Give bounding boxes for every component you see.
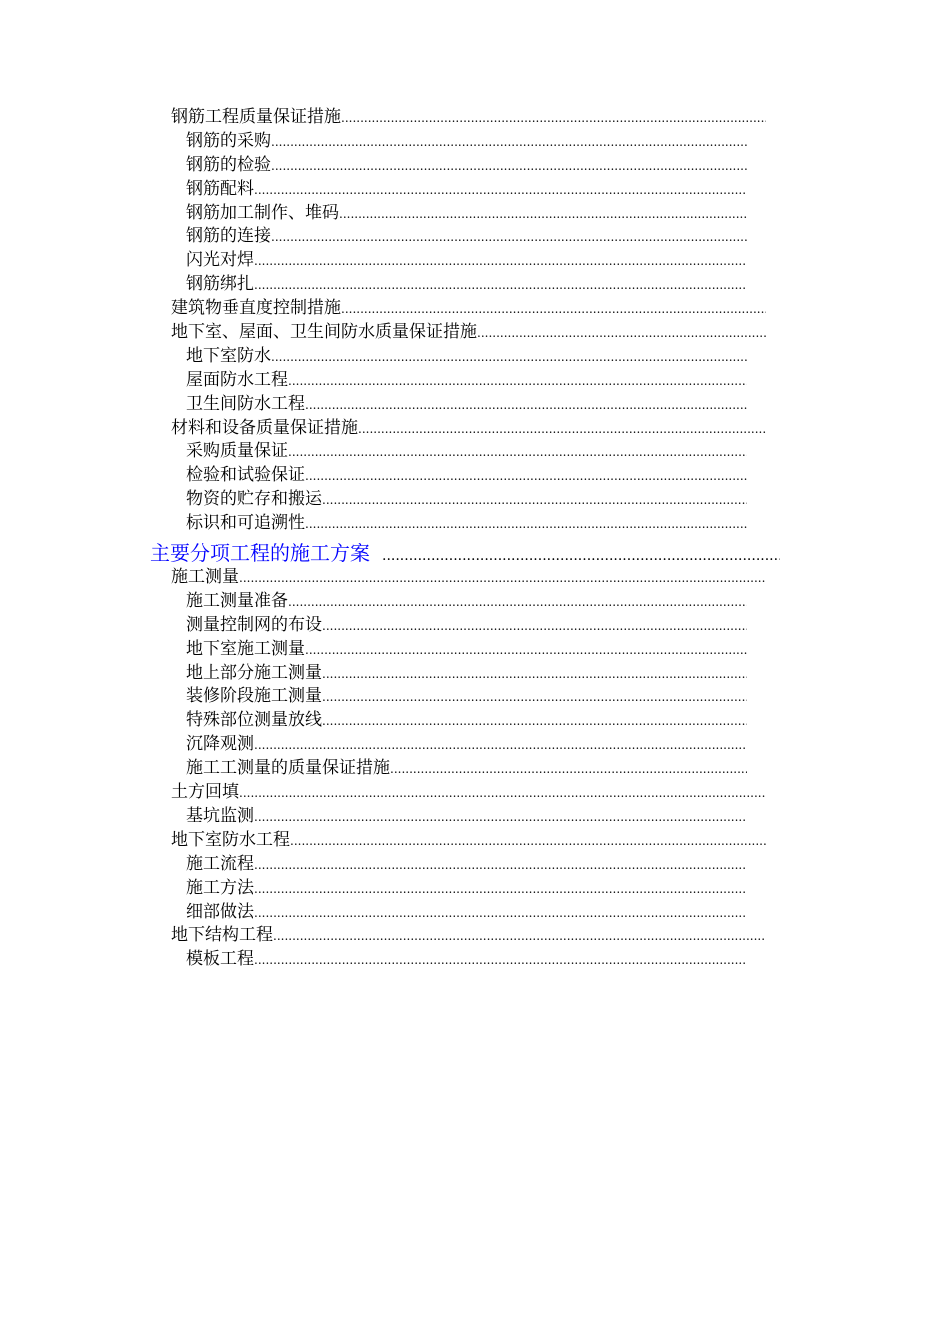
toc-entry-link[interactable] <box>171 924 766 948</box>
toc-entry-link[interactable] <box>186 853 747 877</box>
dot-leader <box>341 298 766 321</box>
toc-entry-link[interactable] <box>186 178 747 202</box>
dot-leader <box>254 179 747 202</box>
toc-entry-link[interactable] <box>186 733 747 757</box>
dot-leader <box>254 806 747 829</box>
toc-entry-link[interactable] <box>186 345 747 369</box>
toc-entry-link[interactable] <box>186 877 747 901</box>
toc-entry-label: 细部做法 <box>186 901 254 922</box>
dot-leader <box>239 782 766 805</box>
toc-entry-label: 卫生间防水工程 <box>186 393 305 414</box>
toc-entry-label: 施工测量准备 <box>186 590 288 611</box>
dot-leader <box>305 394 747 417</box>
toc-entry-link[interactable] <box>171 297 766 321</box>
toc-entry-label: 装修阶段施工测量 <box>186 686 322 707</box>
toc-entry-label: 闪光对焊 <box>186 250 254 271</box>
toc-entry-link[interactable] <box>186 512 747 536</box>
toc-entry-link[interactable] <box>171 321 766 345</box>
toc-entry-link[interactable] <box>186 638 747 662</box>
dot-leader <box>390 758 747 781</box>
toc-entry-label: 施工测量 <box>171 567 239 588</box>
toc-entry-label: 特殊部位测量放线 <box>186 710 322 731</box>
dot-leader <box>288 370 747 393</box>
toc-entry-link[interactable] <box>186 249 747 273</box>
toc-heading-link[interactable] <box>150 536 780 566</box>
toc-entry-label: 测量控制网的布设 <box>186 614 322 635</box>
toc-entry-label: 采购质量保证 <box>186 441 288 462</box>
toc-entry-link[interactable] <box>171 417 766 441</box>
toc-entry-label: 标识和可追溯性 <box>186 513 305 534</box>
toc-entry-link[interactable] <box>186 273 747 297</box>
dot-leader <box>254 250 747 273</box>
toc-entry-label: 施工工测量的质量保证措施 <box>186 758 390 779</box>
toc-entry-link[interactable] <box>171 106 766 130</box>
toc-entry-link[interactable] <box>186 685 747 709</box>
toc-entry-link[interactable] <box>171 566 766 590</box>
toc-entry-label: 地下结构工程 <box>171 925 273 946</box>
toc-entry-link[interactable] <box>186 464 747 488</box>
toc-entry-label: 钢筋绑扎 <box>186 274 254 295</box>
dot-leader <box>273 925 766 948</box>
dot-leader <box>271 226 747 249</box>
toc-entry-link[interactable] <box>186 130 747 154</box>
dot-leader <box>358 418 766 441</box>
dot-leader <box>322 663 747 686</box>
toc-entry-link[interactable] <box>186 614 747 638</box>
toc-entry-label: 地上部分施工测量 <box>186 662 322 683</box>
dot-leader <box>305 513 747 536</box>
toc-entry-label: 施工方法 <box>186 877 254 898</box>
toc-entry-label: 地下室防水工程 <box>171 829 290 850</box>
toc-entry-label: 模板工程 <box>186 949 254 970</box>
toc-entry-link[interactable] <box>171 781 766 805</box>
toc-entry-label: 检验和试验保证 <box>186 465 305 486</box>
toc-entry-label: 建筑物垂直度控制措施 <box>171 298 341 319</box>
toc-entry-label: 钢筋加工制作、堆码 <box>186 202 339 223</box>
toc-entry-label: 钢筋的检验 <box>186 154 271 175</box>
toc-entry-link[interactable] <box>186 901 747 925</box>
dot-leader <box>322 615 747 638</box>
dot-leader <box>254 949 747 972</box>
dot-leader <box>305 465 747 488</box>
toc-entry-label: 地下室施工测量 <box>186 638 305 659</box>
dot-leader <box>322 686 747 709</box>
toc-entry-label: 钢筋的连接 <box>186 226 271 247</box>
dot-leader <box>477 322 766 345</box>
dot-leader <box>271 155 747 178</box>
toc-entry-link[interactable] <box>171 829 766 853</box>
toc-entry-link[interactable] <box>186 369 747 393</box>
table-of-contents <box>0 106 950 972</box>
toc-entry-link[interactable] <box>186 662 747 686</box>
toc-entry-label: 钢筋配料 <box>186 178 254 199</box>
dot-leader <box>305 639 747 662</box>
toc-entry-link[interactable] <box>186 393 747 417</box>
toc-entry-link[interactable] <box>186 440 747 464</box>
toc-entry-label: 土方回填 <box>171 782 239 803</box>
dot-leader <box>339 203 747 226</box>
dot-leader <box>239 567 766 590</box>
toc-entry-label: 基坑监测 <box>186 805 254 826</box>
toc-entry-link[interactable] <box>186 948 747 972</box>
toc-entry-label: 主要分项工程的施工方案 <box>150 541 370 566</box>
dot-leader <box>254 274 747 297</box>
toc-entry-link[interactable] <box>186 154 747 178</box>
toc-entry-label: 钢筋的采购 <box>186 130 271 151</box>
toc-entry-link[interactable] <box>186 225 747 249</box>
toc-entry-link[interactable] <box>186 757 747 781</box>
dot-leader <box>271 346 747 369</box>
toc-entry-label: 钢筋工程质量保证措施 <box>171 107 341 127</box>
dot-leader <box>288 441 747 464</box>
dot-leader <box>382 539 780 566</box>
dot-leader <box>254 854 747 877</box>
toc-entry-label: 沉降观测 <box>186 734 254 755</box>
toc-entry-label: 地下室、屋面、卫生间防水质量保证措施 <box>171 322 477 343</box>
toc-entry-link[interactable] <box>186 590 747 614</box>
dot-leader <box>290 830 766 853</box>
dot-leader <box>254 734 747 757</box>
dot-leader <box>288 591 747 614</box>
dot-leader <box>271 131 747 154</box>
toc-entry-label: 施工流程 <box>186 853 254 874</box>
toc-entry-link[interactable] <box>186 709 747 733</box>
dot-leader <box>341 107 766 130</box>
toc-entry-link[interactable] <box>186 202 747 226</box>
dot-leader <box>322 710 747 733</box>
toc-entry-link[interactable] <box>186 805 747 829</box>
dot-leader <box>254 902 747 925</box>
toc-entry-link[interactable] <box>186 488 747 512</box>
toc-entry-label: 材料和设备质量保证措施 <box>171 417 358 438</box>
toc-entry-label: 屋面防水工程 <box>186 369 288 390</box>
dot-leader <box>254 878 747 901</box>
toc-entry-label: 物资的贮存和搬运 <box>186 489 322 510</box>
dot-leader <box>322 489 747 512</box>
toc-entry-label: 地下室防水 <box>186 345 271 366</box>
